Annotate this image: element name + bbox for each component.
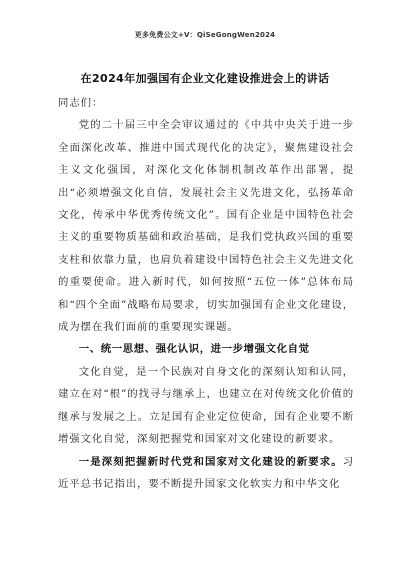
paragraph-2: 文化自觉，是一个民族对自身文化的深刻认知和认同，建立在对“根”的找寻与继承上，也建立在对传统文化价值的继承与发展之上。立足国有企业定位使命，国有企业要不断增强文化自觉，深刻把握党和国家对文化建设的新要求。 [58, 365, 354, 446]
paragraph-1: 党的二十届三中全会审议通过的《中共中央关于进一步全面深化改革、推进中国式现代化的决定》，聚焦建设社会主义文化强国，对深化文化体制机制改革作出部署，提出“必须增强文化自信，发展社会主义先进文化，弘扬革命文化，传承中华优秀传统文化”。国有企业是中国特色社会主义的重要物质基础和政治基础，是我们党执政兴国的重要支柱和依靠力量，也肩负着建设中国特色社会主义先进文化的重要使命。进入新时代，如何按照“五位一体”总体布局和“四个全面”战略布局要求，切实加强国有企业文化建设，成为摆在我们面前的重要现实课题。 [58, 119, 354, 334]
page-header: 更多免费公文+V：QiSeGongWen2024 [134, 31, 276, 39]
document-body [58, 92, 354, 495]
salutation: 同志们： [58, 97, 104, 109]
paragraph-3-lead: 一是深刻把握新时代党和国家对文化建设的新要求。 [78, 455, 343, 468]
section-heading-1: 一、统一思想、强化认识，进一步增强文化自觉 [78, 343, 310, 356]
paragraph-3 [58, 451, 354, 496]
document-title: 在2024年加强国有企业文化建设推进会上的讲话 [80, 72, 330, 85]
paragraph-3-text: 习近平总书记指出，要不断提升国家文化软实力和中华文化 [58, 455, 354, 490]
